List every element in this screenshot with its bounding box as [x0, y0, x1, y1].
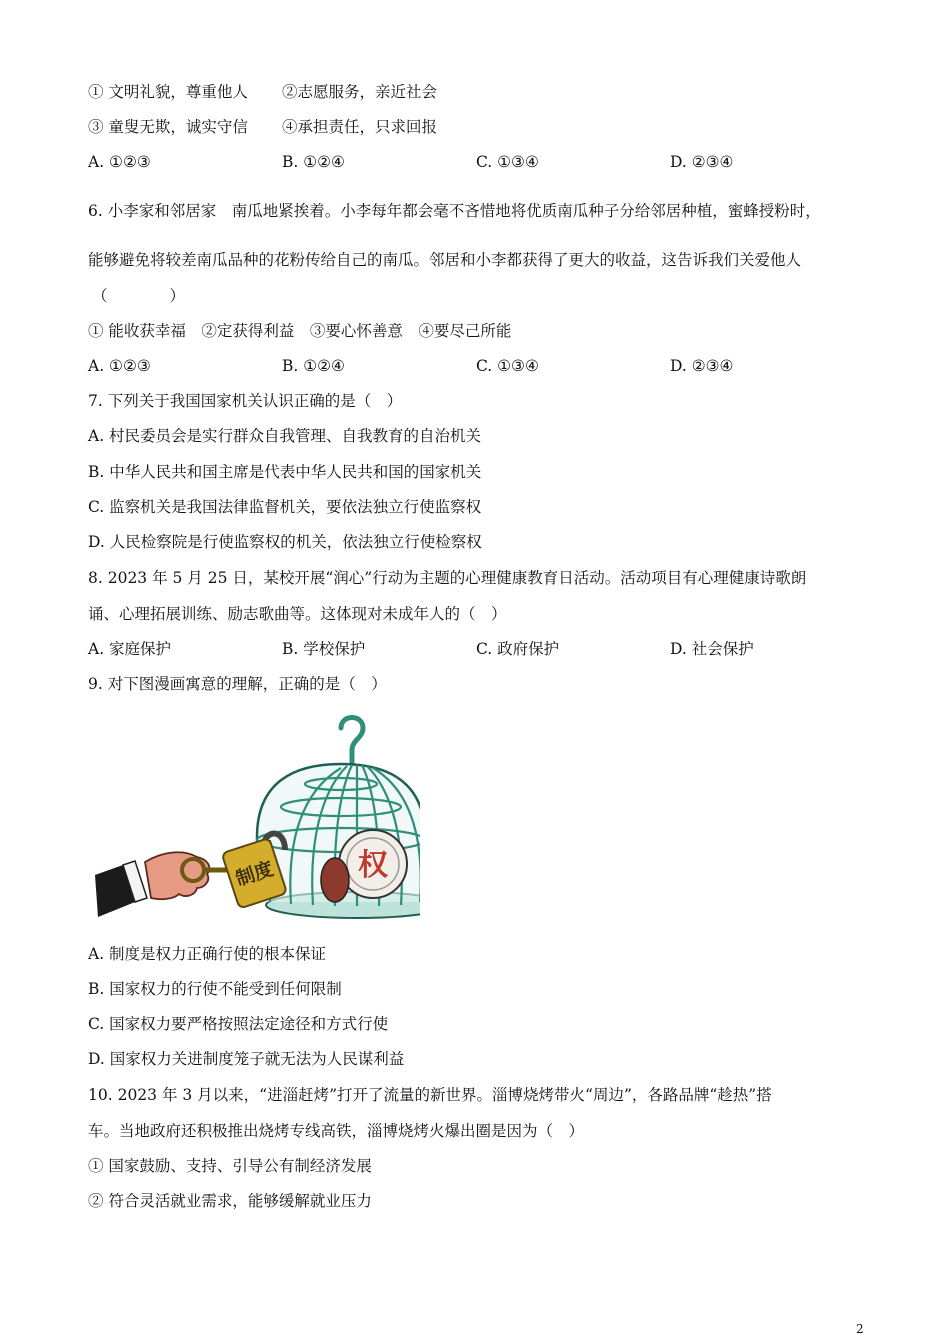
cage-hook-icon	[341, 718, 363, 765]
q5-statement-2: ②志愿服务，亲近社会	[282, 83, 438, 101]
q7-option-a: A. 村民委员会是实行群众自我管理、自我教育的自治机关	[88, 427, 482, 445]
q6-option-a: A. ①②③	[88, 357, 151, 375]
cartoon-power-in-cage	[95, 712, 420, 927]
q6-statements: ① 能收获幸福 ②定获得利益 ③要心怀善意 ④要尽己所能	[88, 322, 512, 340]
q5-option-a: A. ①②③	[88, 153, 151, 171]
q7-stem: 7. 下列关于我国国家机关认识正确的是（ ）	[88, 392, 403, 410]
q5-statement-4: ④承担责任，只求回报	[282, 118, 438, 136]
q6-option-c: C. ①③④	[476, 357, 539, 375]
q8-option-a: A. 家庭保护	[88, 640, 172, 658]
q8-option-c: C. 政府保护	[476, 640, 560, 658]
ball-stand	[321, 858, 349, 902]
q5-option-b: B. ①②④	[282, 153, 345, 171]
q6-stem-line-1: 6. 小李家和邻居家 南瓜地紧挨着。小李每年都会毫不吝惜地将优质南瓜种子分给邻居种植，蜜蜂授粉时，	[88, 202, 821, 220]
q5-statement-1: ① 文明礼貌，尊重他人	[88, 83, 248, 101]
ball-label: 权	[358, 848, 388, 883]
q9-option-c: C. 国家权力要严格按照法定途径和方式行使	[88, 1015, 389, 1033]
q9-option-d: D. 国家权力关进制度笼子就无法为人民谋利益	[88, 1050, 405, 1068]
q10-stem-line-2: 车。当地政府还积极推出烧烤专线高铁，淄博烧烤火爆出圈是因为（ ）	[88, 1122, 585, 1140]
q6-answer-bracket: （ ）	[92, 287, 186, 305]
q8-option-b: B. 学校保护	[282, 640, 366, 658]
page-number: 2	[856, 1322, 864, 1336]
padlock-label: 制度	[233, 857, 277, 891]
q7-option-d: D. 人民检察院是行使监察权的机关，依法独立行使检察权	[88, 533, 482, 551]
q9-option-a: A. 制度是权力正确行使的根本保证	[88, 945, 327, 963]
q10-statement-2: ② 符合灵活就业需求，能够缓解就业压力	[88, 1192, 372, 1210]
q7-option-c: C. 监察机关是我国法律监督机关，要依法独立行使监察权	[88, 498, 482, 516]
q6-option-b: B. ①②④	[282, 357, 345, 375]
q9-stem: 9. 对下图漫画寓意的理解，正确的是（ ）	[88, 675, 387, 693]
q8-option-d: D. 社会保护	[670, 640, 754, 658]
q7-option-b: B. 中华人民共和国主席是代表中华人民共和国的国家机关	[88, 463, 482, 481]
q10-statement-1: ① 国家鼓励、支持、引导公有制经济发展	[88, 1157, 372, 1175]
q6-stem-line-2: 能够避免将较差南瓜品种的花粉传给自己的南瓜。邻居和小李都获得了更大的收益，这告诉我们关爱他人	[88, 251, 802, 269]
q6-option-d: D. ②③④	[670, 357, 734, 375]
q8-stem-line-2: 诵、心理拓展训练、励志歌曲等。这体现对未成年人的（ ）	[88, 605, 507, 623]
q5-option-c: C. ①③④	[476, 153, 539, 171]
q10-stem-line-1: 10. 2023 年 3 月以来，“进淄赶烤”打开了流量的新世界。淄博烧烤带火“周边”，各路品牌“趁热”搭	[88, 1086, 772, 1104]
q9-option-b: B. 国家权力的行使不能受到任何限制	[88, 980, 342, 998]
q5-option-d: D. ②③④	[670, 153, 734, 171]
q8-stem-line-1: 8. 2023 年 5 月 25 日，某校开展“润心”行动为主题的心理健康教育日活动。活动项目有心理健康诗歌朗	[88, 569, 807, 587]
q5-statement-3: ③ 童叟无欺，诚实守信	[88, 118, 248, 136]
